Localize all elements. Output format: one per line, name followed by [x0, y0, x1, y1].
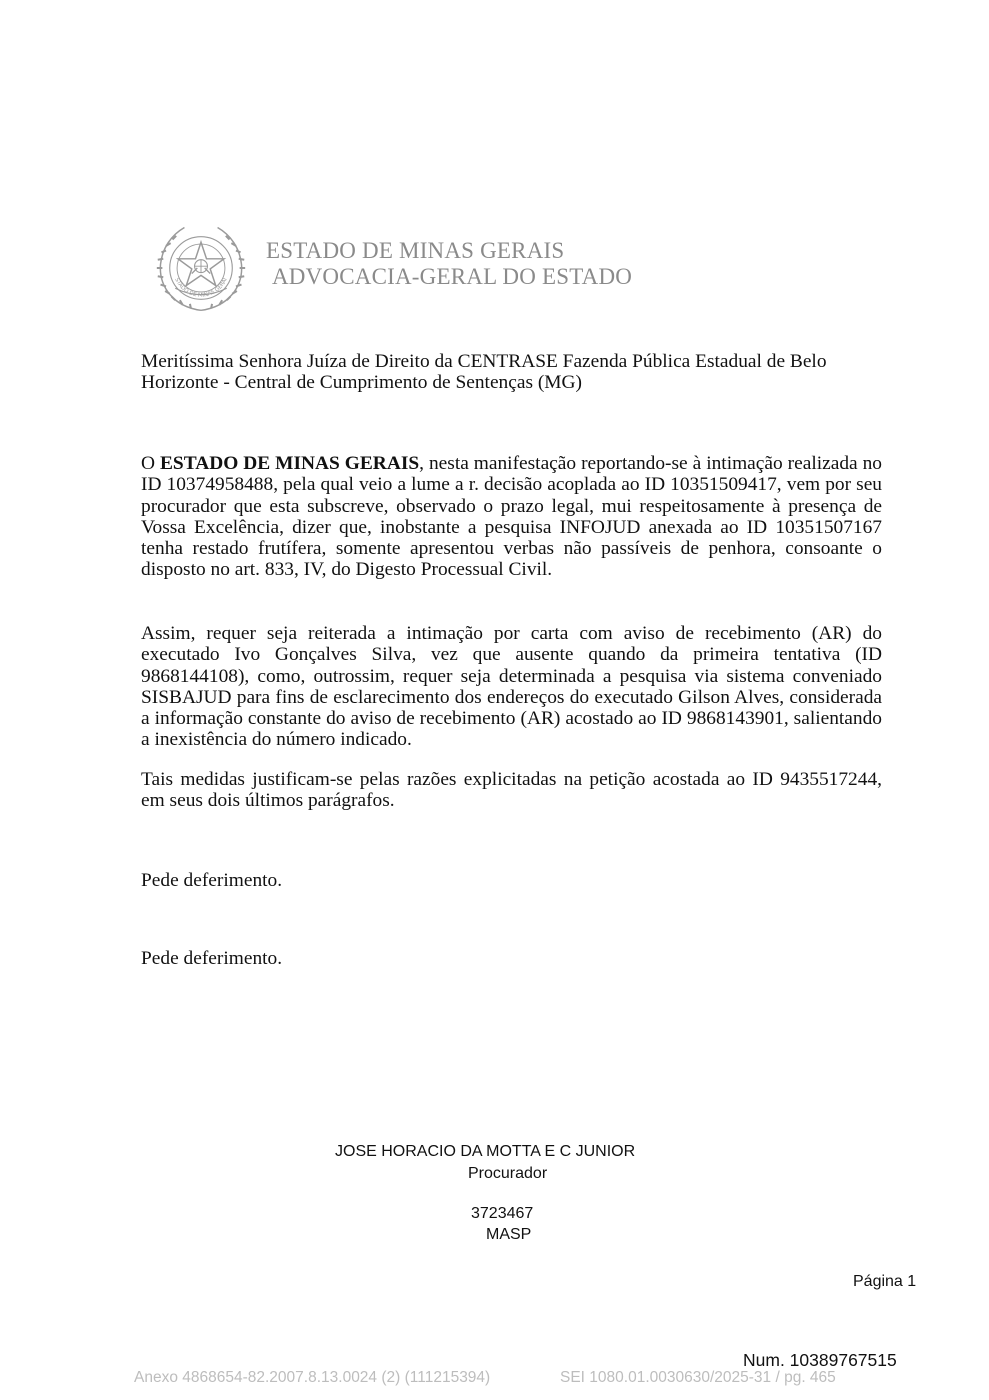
header-agency-name: ADVOCACIA-GERAL DO ESTADO [272, 264, 633, 289]
paragraph-1-prefix: O [141, 453, 160, 474]
addressee: Meritíssima Senhora Juíza de Direito da CENTRASE Fazenda Pública Estadual de Belo Horizonte - Central de Cumprimento de Sentenças (MG) [141, 351, 827, 394]
paragraph-2: Assim, requer seja reiterada a intimação por carta com aviso de recebimento (AR) do executado Ivo Gonçalves Silva, vez que ausente quando da primeira tentativa (ID 9868144108), como, outrossim, requer seja determinada a pesquisa via sistema conveniado SISBAJUD para fins de esclarecimento dos endereços do executado Gilson Alves, considerada a informação constante do aviso de recebimento (AR) acostado ao ID 9868143901, salientando a inexistência do número indicado. [141, 623, 882, 751]
svg-text:ESTADO DE MINAS GERAIS [155, 222, 229, 299]
signature-name: JOSE HORACIO DA MOTTA E C JUNIOR [335, 1143, 636, 1160]
footer-sei-reference: SEI 1080.01.0030630/2025-31 / pg. 465 [560, 1369, 836, 1386]
seal-text: STADO DE MINAS GERAI [173, 277, 229, 299]
state-seal-icon [155, 222, 247, 314]
document-number: Num. 10389767515 [743, 1350, 897, 1370]
paragraph-1 [141, 453, 882, 581]
paragraph-1-bold: ESTADO DE MINAS GERAIS [159, 453, 420, 474]
signature-masp-number: 3723467 [471, 1205, 534, 1222]
paragraph-3: Tais medidas justificam-se pelas razões explicitadas na petição acostada ao ID 9435517244, em seus dois últimos parágrafos. [141, 769, 882, 812]
signature-role: Procurador [468, 1165, 548, 1182]
closing-line-1: Pede deferimento. [141, 870, 283, 891]
footer-annex: Anexo 4868654-82.2007.8.13.0024 (2) (111215394) [134, 1369, 491, 1386]
closing-line-2: Pede deferimento. [141, 948, 283, 969]
header-state-name: ESTADO DE MINAS GERAIS [266, 238, 565, 263]
signature-masp-label: MASP [486, 1226, 532, 1243]
page-number: Página 1 [853, 1273, 917, 1290]
paragraph-1-rest: , nesta manifestação reportando-se à intimação realizada no ID 10374958488, pela qual veio a lume a r. decisão acoplada ao ID 10351509417, vem por seu procurador que esta subscreve, observado o prazo legal, mui respeitosamente à presença de Vossa Excelência, dizer que, inobstante a pesquisa INFOJUD anexada ao ID 10351507167 tenha restado frutífera, somente apresentou verbas não passíveis de penhora, consoante o disposto no art. 833, IV, do Digesto Processual Civil. [141, 453, 882, 581]
